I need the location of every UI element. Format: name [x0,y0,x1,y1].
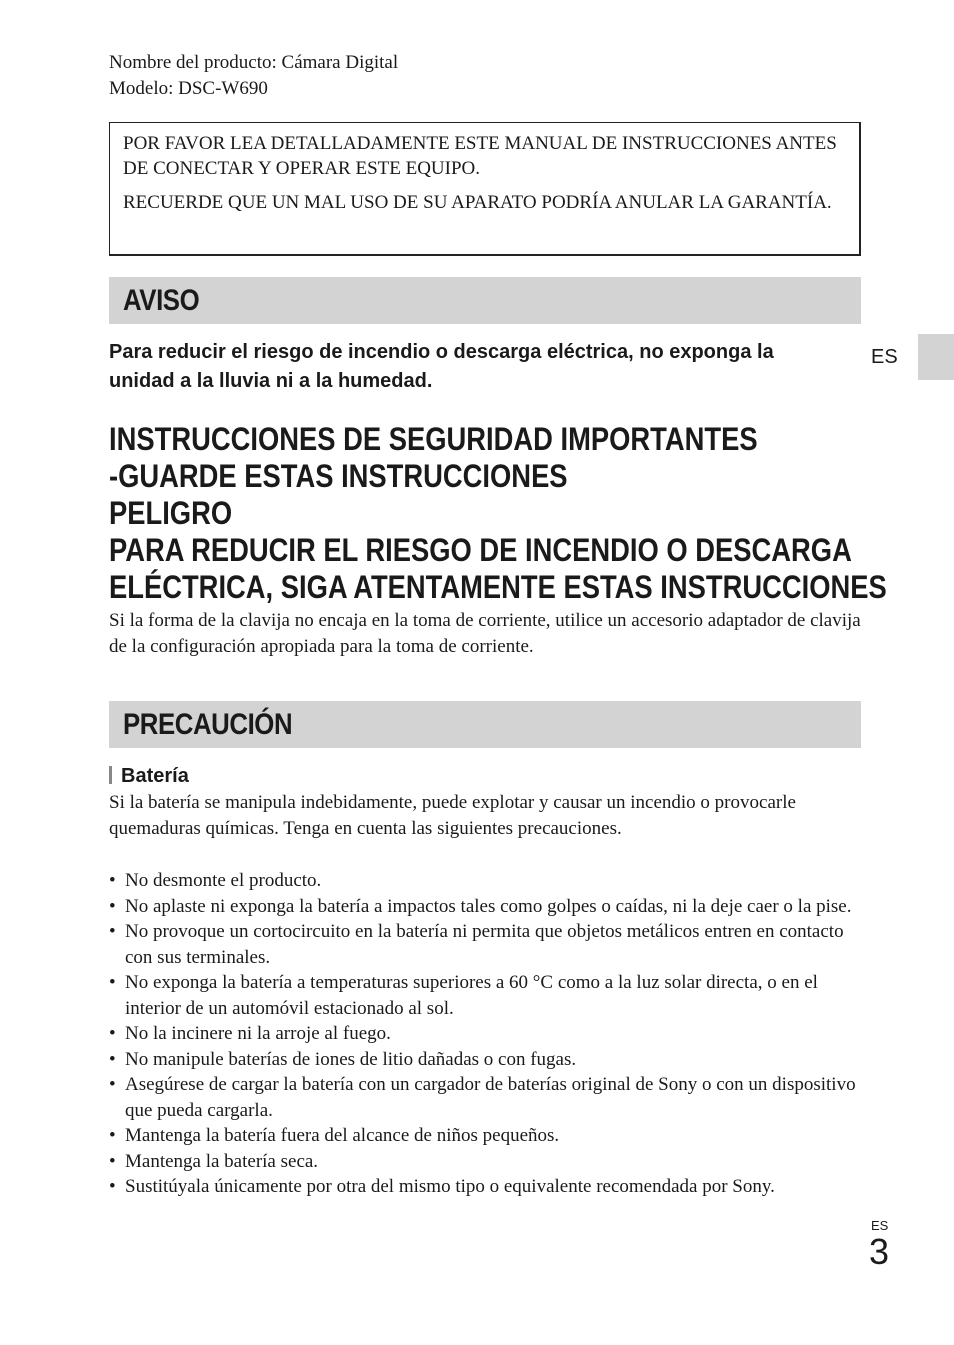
page-number: 3 [869,1231,890,1272]
section-bar-aviso [109,277,861,324]
safety-heading-line: INSTRUCCIONES DE SEGURIDAD IMPORTANTES [109,421,758,457]
side-thumb-tab [918,334,954,380]
battery-intro-paragraph: Si la batería se manipula indebidamente, puede explotar y causar un incendio o provocarle quemaduras químicas. Tenga en cuenta las siguientes precauciones. [109,792,796,839]
list-item: • No aplaste ni exponga la batería a impactos tales como golpes o caídas, ni la deje caer o la pise. [109,894,869,920]
safety-heading-line: -GUARDE ESTAS INSTRUCCIONES [109,458,568,494]
notice-box [109,122,861,256]
safety-heading-line: PELIGRO [109,495,233,531]
battery-subheading [109,763,189,789]
subheading-marker [109,766,112,784]
list-item: • No la incinere ni la arroje al fuego. [109,1021,869,1047]
safety-heading-line: PARA REDUCIR EL RIESGO DE INCENDIO O DESCARGA [109,532,852,568]
safety-heading-line: ELÉCTRICA, SIGA ATENTAMENTE ESTAS INSTRUCCIONES [109,569,887,605]
list-item: • Mantenga la batería fuera del alcance de niños pequeños. [109,1123,869,1149]
battery-precautions-list [109,868,869,1200]
document-header [109,50,398,102]
notice-paragraph-1: POR FAVOR LEA DETALLADAMENTE ESTE MANUAL DE INSTRUCCIONES ANTES DE CONECTAR Y OPERAR ESTE EQUIPO. [123,133,837,179]
section-title-aviso: AVISO [123,284,200,317]
list-item: • No provoque un cortocircuito en la batería ni permita que objetos metálicos entren en contacto con sus terminales. [109,919,869,970]
side-language-label: ES [871,346,898,368]
battery-subheading-text: Batería [121,765,189,787]
notice-paragraph-2: RECUERDE QUE UN MAL USO DE SU APARATO PODRÍA ANULAR LA GARANTÍA. [123,192,832,213]
model-line: Modelo: DSC-W690 [109,78,268,99]
list-item: • Mantenga la batería seca. [109,1149,869,1175]
safety-heading [109,421,909,606]
footer-language-label: ES [871,1218,889,1233]
list-item: • Asegúrese de cargar la batería con un cargador de baterías original de Sony o con un dispositivo que pueda cargarla. [109,1072,869,1123]
product-name-line: Nombre del producto: Cámara Digital [109,52,399,73]
plug-adapter-paragraph: Si la forma de la clavija no encaja en la toma de corriente, utilice un accesorio adaptador de clavija de la configuración apropiada para la toma de corriente. [109,610,861,657]
list-item: • No exponga la batería a temperaturas superiores a 60 °C como a la luz solar directa, o en el interior de un automóvil estacionado al sol. [109,970,869,1021]
fire-warning: Para reducir el riesgo de incendio o descarga eléctrica, no exponga la unidad a la lluvia ni a la humedad. [109,341,774,392]
section-bar-precaucion [109,701,861,748]
list-item: • Sustitúyala únicamente por otra del mismo tipo o equivalente recomendada por Sony. [109,1174,869,1200]
list-item: • No desmonte el producto. [109,868,869,894]
section-title-precaucion: PRECAUCIÓN [123,708,293,741]
list-item: • No manipule baterías de iones de litio dañadas o con fugas. [109,1047,869,1073]
